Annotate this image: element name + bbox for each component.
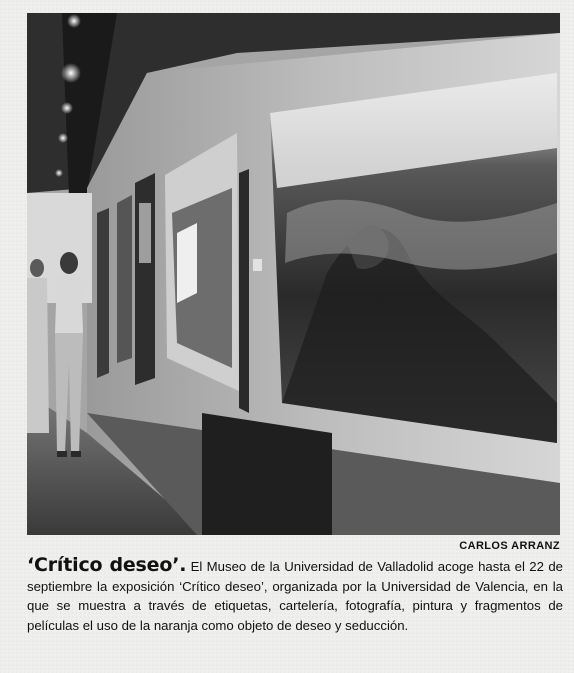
caption-body: El Museo de la Universidad de Valladolid acoge hasta el 22 de septiembre la exposición ‘Crítico deseo’, organizada por la Universidad de Valencia, en la que se muestra a través de etiquetas, cartelería, fotografía, pintura y fragmentos de películas el uso de la naranja como objeto de deseo y seducción. (27, 559, 563, 633)
photo-caption (27, 556, 563, 635)
gallery-scene-image (27, 13, 560, 535)
caption-title: ‘Crítico deseo’. (27, 554, 187, 576)
exhibition-photo (27, 13, 560, 535)
photo-credit: CARLOS ARRANZ (459, 540, 560, 552)
